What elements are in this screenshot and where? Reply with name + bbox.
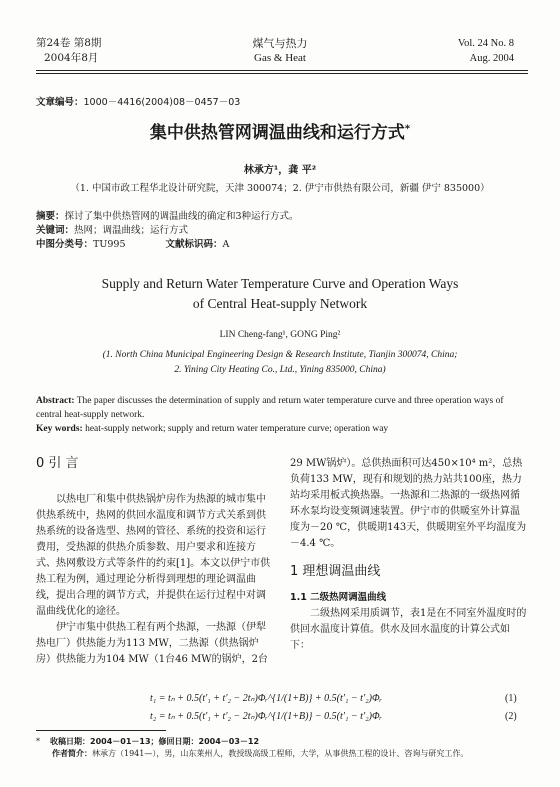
header-rule xyxy=(36,70,528,71)
article-number-label: 文章编号： xyxy=(36,97,84,108)
keywords-cn-label: 关键词： xyxy=(36,225,75,236)
classification-label: 中图分类号： xyxy=(36,239,94,250)
classification-value: TU995 xyxy=(93,239,126,250)
abstract-cn-block xyxy=(36,210,299,252)
authors-cn: 林承方¹，龚 平² xyxy=(243,165,317,176)
keywords-en-text: heat-supply network; supply and return water temperature curve; operation way xyxy=(85,424,389,434)
equation-2 xyxy=(150,711,486,722)
right-paragraph2: 二级热网采用质调节，表1是在不同室外温度时的供回水温度计算值。供水及回水温度的计算公式如下： xyxy=(290,608,527,651)
affiliation-en xyxy=(0,348,560,378)
right-column xyxy=(290,456,528,654)
footnote xyxy=(36,736,468,760)
abstract-en-label: Abstract: xyxy=(36,396,75,406)
header-rule-thin xyxy=(36,73,528,74)
section0-heading: 0 引 言 xyxy=(36,456,79,471)
article-number xyxy=(36,94,240,108)
keywords-en-label: Key words: xyxy=(36,424,83,434)
affiliation-en-line1: (1. North China Municipal Engineering Design & Research Institute, Tianjin 300074, China; xyxy=(102,350,458,360)
article-number-value: 1000－4416(2004)08－0457－03 xyxy=(83,97,241,108)
abstract-cn-label: 摘要： xyxy=(36,211,65,222)
journal-cn: 煤气与热力 xyxy=(252,37,308,50)
keywords-cn xyxy=(36,224,299,238)
volume-en: Vol. 24 No. 8 xyxy=(457,38,514,49)
keywords-cn-text: 热网；调温曲线；运行方式 xyxy=(74,225,189,236)
authors-en: LIN Cheng-fang¹, GONG Ping² xyxy=(219,330,341,340)
classification xyxy=(36,238,299,252)
equation-1-number: (1) xyxy=(505,693,517,704)
header-volume-en xyxy=(458,36,514,66)
abstract-en-block xyxy=(36,394,528,436)
footnote-author-text: 林承方（1941—），男，山东莱州人，教授级高级工程师，大学，从事供热工程的设计、咨询与研究工作。 xyxy=(92,749,469,758)
date-cn: 2004年8月 xyxy=(44,52,99,64)
left-column xyxy=(36,456,272,668)
equation-1-text: t₁ = tₙ + 0.5(t′₁ + t′₂ − 2tₙ)Φᵣ^{1/(1+B)} + 0.5(t′₁ − t′₂)Φᵣ xyxy=(150,693,383,704)
date-en: Aug. 2004 xyxy=(469,53,514,64)
footnote-line1 xyxy=(36,736,468,748)
doc-code-label: 文献标识码： xyxy=(165,239,223,250)
title-cn xyxy=(0,118,560,143)
equation-2-text: t₂ = tₙ + 0.5(t′₁ + t′₂ − 2tₙ)Φᵣ^{1/(1+B)} − 0.5(t′₁ − t′₂)Φᵣ xyxy=(150,711,383,722)
volume-cn: 第24卷 第8期 xyxy=(36,37,102,49)
affiliation-cn: （1. 中国市政工程华北设计研究院，天津 300074；2. 伊宁市供热有限公司，新疆 伊宁 835000） xyxy=(70,183,490,194)
title-en xyxy=(0,274,560,314)
keywords-en xyxy=(36,422,528,436)
footnote-bullet: * xyxy=(36,737,40,746)
footnote-author-label: 作者简介： xyxy=(52,749,92,758)
title-star: * xyxy=(404,123,411,135)
abstract-cn xyxy=(36,210,299,224)
equation-2-number: (2) xyxy=(505,711,517,722)
footnote-line2 xyxy=(36,748,468,760)
equation-1 xyxy=(150,693,486,704)
abstract-en xyxy=(36,394,528,422)
abstract-en-text: The paper discusses the determination of supply and return water temperature curve and three operation ways of central heat-supply network. xyxy=(36,396,504,420)
title-en-line2: of Central Heat-supply Network xyxy=(192,296,368,311)
right-paragraph1: 29 MW锅炉）。总供热面积可达450×10⁴ m²，总热负荷133 MW，现有和规划的热力站共100座，热力站均采用板式换热器。一热源和二热源的一级热网循环水泵均设变频调速装置。伊宁市的供暖室外计算温度为－20 ℃，供暖期143天，供暖期室外平均温度为－4.4 ℃。 xyxy=(290,458,527,549)
title-en-line1: Supply and Return Water Temperature Curve and Operation Ways xyxy=(101,276,459,291)
footnote-dates: 收稿日期：2004－01－13；修回日期：2004－03－12 xyxy=(50,737,260,746)
title-cn-text: 集中供热管网调温曲线和运行方式 xyxy=(149,123,405,143)
section0-paragraph1: 以热电厂和集中供热锅炉房作为热源的城市集中供热系统中，热网的供回水温度和调节方式关系到供热系统的设备选型、热网的管径、系统的投资和运行费用，受热源的供热介质参数、用户要求和连接方式、热网敷设方式等条件的约束[1]。本文以伊宁市供热工程为例，通过理论分析得到理想的理论调温曲线，提出合理的调节方式，并提供在运行过程中对调温曲线优化的途径。 xyxy=(36,494,271,617)
doc-code-value: A xyxy=(222,239,230,250)
section1-heading: 1 理想调温曲线 xyxy=(290,564,381,579)
affiliation-en-line2: 2. Yining City Heating Co., Ltd., Yining 835000, China) xyxy=(174,365,386,375)
section0-paragraph2: 伊宁市集中供热工程有两个热源，一热源（伊犁热电厂）供热能力为113 MW，二热源（供热锅炉房）供热能力为104 MW（1台46 MW的锅炉，2台 xyxy=(36,622,268,665)
subsection11-heading: 1.1 二级热网调温曲线 xyxy=(290,592,387,603)
footnote-rule xyxy=(36,730,166,731)
abstract-cn-text: 探讨了集中供热管网的调温曲线的确定和3种运行方式。 xyxy=(64,211,299,222)
journal-en: Gas & Heat xyxy=(254,52,306,64)
